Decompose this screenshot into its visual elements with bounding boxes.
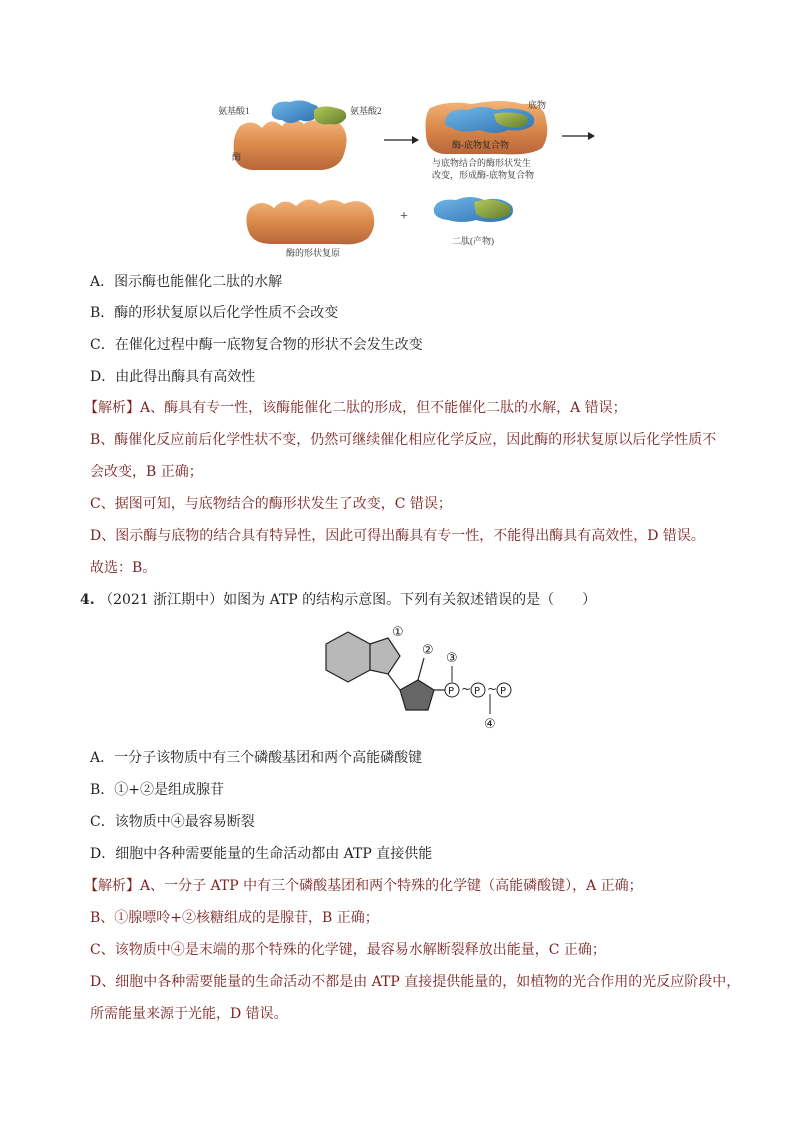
- label-product: 二肽(产物): [452, 236, 494, 246]
- label-2: ②: [422, 643, 434, 658]
- glycosidic-bond: [388, 674, 400, 690]
- restored-enzyme-shape: [246, 199, 374, 244]
- q3-analysis-b1: B、酶催化反应前后化学性状不变，仍然可继续催化相应化学反应，因此酶的形状复原以后化学性质不: [90, 432, 717, 448]
- q3-option-c: C．在催化过程中酶一底物复合物的形状不会发生改变: [90, 337, 423, 353]
- q4-analysis-b: B、①腺嘌呤+②核糖组成的是腺苷，B 正确；: [90, 910, 379, 926]
- q3-option-b: B．酶的形状复原以后化学性质不会改变: [90, 305, 339, 321]
- q4-analysis-a-text: A、一分子 ATP 中有三个磷酸基团和两个特殊的化学键（高能磷酸键），A 正确；: [140, 878, 643, 894]
- phosphate-2-label: P: [474, 686, 481, 697]
- arrow-1-head: [412, 136, 419, 144]
- phosphate-1-label: P: [448, 686, 455, 697]
- q3-analysis-a: [84, 398, 627, 418]
- q4-analysis-c: C、该物质中④是末端的那个特殊的化学键，最容易水解断裂释放出能量，C 正确；: [90, 942, 606, 958]
- q4-option-d: D．细胞中各种需要能量的生命活动都由 ATP 直接供能: [90, 846, 433, 862]
- label-amino-acid-2: 氨基酸2: [350, 106, 382, 116]
- label-3: ③: [446, 651, 458, 666]
- purine-hexagon: [326, 632, 370, 682]
- q4-number: 4.: [80, 592, 95, 608]
- ribose-line: [418, 658, 424, 680]
- amino-acid-1-shape: [272, 100, 319, 123]
- q3-analysis-b2: 会改变，B 正确；: [90, 464, 203, 480]
- amino-acid-2-shape: [314, 106, 346, 124]
- q3-answer: 故选：B。: [90, 560, 157, 576]
- q4-stem: [80, 590, 596, 610]
- label-amino-acid-1: 氨基酸1: [218, 106, 250, 116]
- label-complex: 酶-底物复合物: [452, 140, 509, 150]
- q3-analysis-c: C、据图可知，与底物结合的酶形状发生了改变，C 错误；: [90, 496, 452, 512]
- q4-analysis-a: [84, 876, 643, 896]
- label-4: ④: [484, 717, 496, 732]
- q4-option-b: B．①+②是组成腺苷: [90, 782, 225, 798]
- caption-line-2: 改变，形成酶-底物复合物: [432, 170, 534, 180]
- label-enzyme: 酶: [232, 152, 242, 162]
- arrow-2-head: [588, 132, 595, 140]
- enzyme-substrate-figure: [212, 96, 602, 260]
- atp-structure-figure: [300, 618, 520, 734]
- q4-analysis-d1: D、细胞中各种需要能量的生命活动不都是由 ATP 直接提供能量的，如植物的光合作用的光反应阶段中，: [90, 974, 741, 990]
- q3-analysis-a-text: A、酶具有专一性，该酶能催化二肽的形成，但不能催化二肽的水解，A 错误；: [140, 400, 627, 416]
- caption-line-1: 与底物结合的酶形状发生: [432, 158, 532, 168]
- q3-option-a: A．图示酶也能催化二肽的水解: [90, 274, 283, 290]
- ribose-pentagon: [400, 680, 434, 710]
- q4-option-a: A．一分子该物质中有三个磷酸基团和两个高能磷酸键: [90, 750, 423, 766]
- purine-pentagon: [370, 638, 400, 674]
- q3-analysis-tag: 【解析】: [84, 400, 140, 416]
- label-substrate: 底物: [528, 100, 547, 110]
- label-1: ①: [392, 625, 404, 640]
- q4-analysis-d2: 所需能量来源于光能，D 错误。: [90, 1006, 288, 1022]
- q4-option-c: C．该物质中④最容易断裂: [90, 814, 255, 830]
- high-energy-bond-2: ~: [487, 682, 498, 696]
- q4-analysis-tag: 【解析】: [84, 878, 140, 894]
- plus-sign: +: [400, 209, 408, 224]
- high-energy-bond-1: ~: [461, 682, 472, 696]
- enzyme-shape-1: [234, 119, 347, 170]
- q3-option-d: D．由此得出酶具有高效性: [90, 369, 256, 385]
- phosphate-3-label: P: [500, 686, 507, 697]
- q4-stem-text: （2021 浙江期中）如图为 ATP 的结构示意图。下列有关叙述错误的是（ ）: [99, 592, 597, 608]
- q3-analysis-d: D、图示酶与底物的结合具有特异性，因此可得出酶具有专一性，不能得出酶具有高效性，D 错误。: [90, 528, 705, 544]
- label-restored: 酶的形状复原: [286, 248, 341, 258]
